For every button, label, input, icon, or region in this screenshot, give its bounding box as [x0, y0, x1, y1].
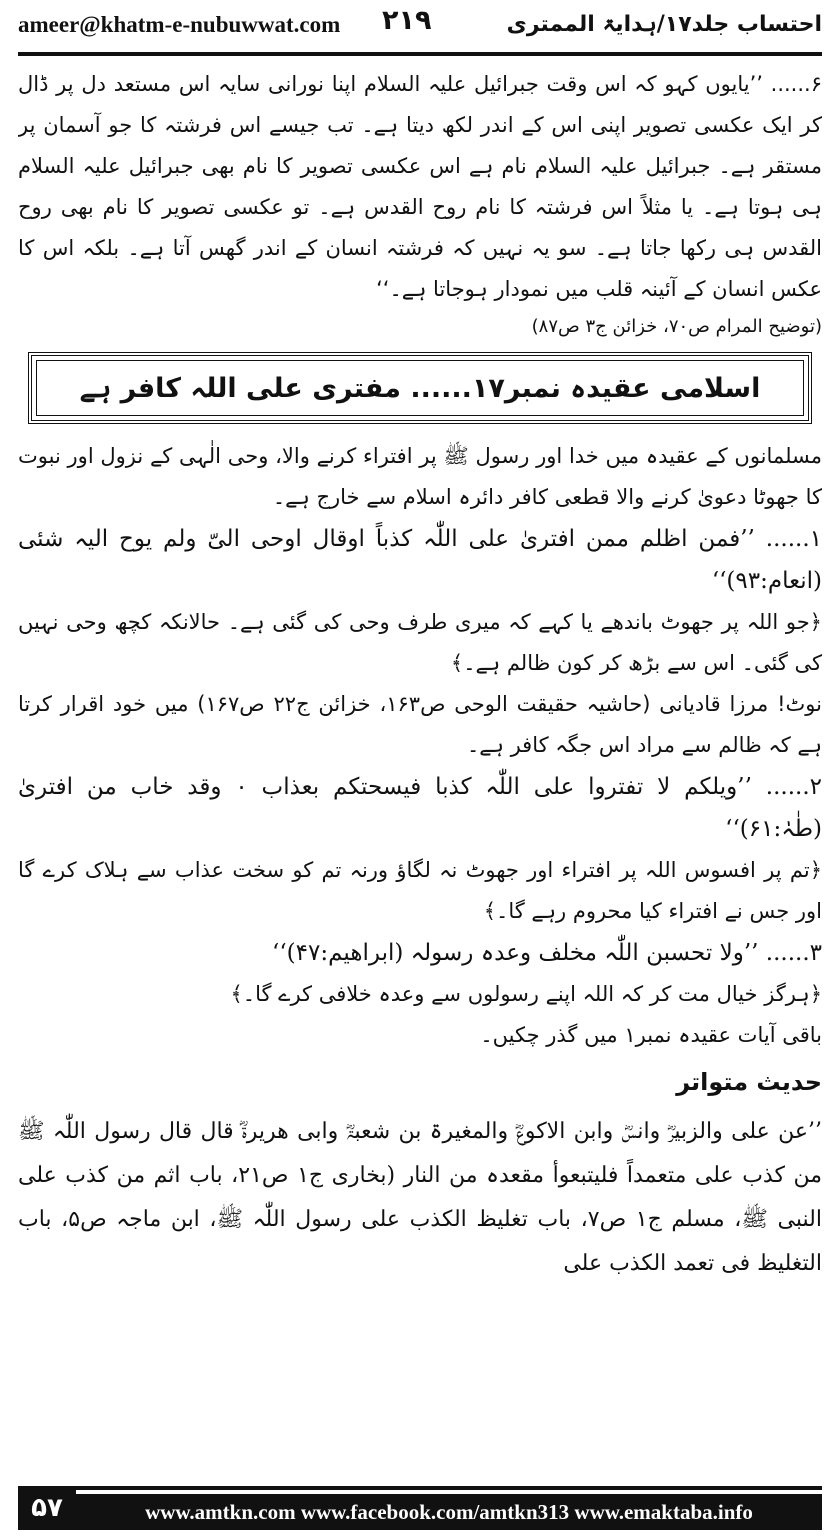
verse-arabic-2: ۲...... ’’ویلکم لا تفتروا علی اللّٰہ کذبا فیسحتکم بعذاب ۰ وقد خاب من افتریٰ (طٰہٰ:۶۱)‘‘ — [18, 774, 822, 842]
header-email: ameer@khatm-e-nubuwwat.com — [18, 12, 341, 37]
remaining-note: باقی آیات عقیدہ نمبر۱ میں گذر چکیں۔ — [480, 1023, 822, 1047]
verse-arabic-3: ۳...... ’’ولا تحسبن اللّٰہ مخلف وعدہ رسولہ (ابراھیم:۴۷)‘‘ — [272, 940, 822, 966]
passage-reference: (توضیح المرام ص۷۰، خزائن ج۳ ص۸۷) — [531, 316, 822, 337]
verse-arabic-1: ۱...... ’’فمن اظلم ممن افتریٰ علی اللّٰہ کذباً اوقال اوحی الیّ ولم یوح الیہ شئی (انعام:۹۳)‘‘ — [18, 526, 822, 594]
page-header — [0, 0, 840, 52]
footer-divider — [76, 1486, 822, 1490]
footer-page-box: ۵۷ — [18, 1486, 76, 1530]
section-heading: اسلامی عقیدہ نمبر۱۷...... مفتری علی اللہ کافر ہے — [79, 372, 761, 404]
boxed-heading-inner — [36, 360, 804, 416]
verse-translation-1: ﴿جو اللہ پر جھوٹ باندھے یا کہے کہ میری طرف وحی کی گئی ہے۔ حالانکہ کچھ وحی نہیں کی گئی۔ اس سے بڑھ کر کون ظالم ہے۔﴾ — [18, 610, 822, 675]
verse-translation-3: ﴿ہرگز خیال مت کر کہ اللہ اپنے رسولوں سے وعدہ خلافی کرے گا۔﴾ — [230, 982, 822, 1006]
page-content — [18, 64, 822, 1454]
header-page-number: ۲۱۹ — [382, 5, 432, 36]
header-divider — [18, 52, 822, 56]
hadith-subheading: حدیث متواتر — [676, 1068, 822, 1096]
verse-translation-2: ﴿تم پر افسوس اللہ پر افتراء اور جھوٹ نہ لگاؤ ورنہ تم کو سخت عذاب سے ہلاک کرے گا اور جس نے افتراء کیا محروم رہے گا۔﴾ — [18, 858, 822, 923]
page-footer — [0, 1484, 840, 1534]
boxed-heading — [28, 352, 812, 424]
intro-paragraph: مسلمانوں کے عقیدہ میں خدا اور رسول ﷺ پر افتراء کرنے والا، وحی الٰہی کے نزول اور نبوت کا جھوٹا دعویٰ کرنے والا قطعی کافر دائرہ اسلام سے خارج ہے۔ — [18, 444, 822, 509]
hadith-text: ’’عن علی والزبیرؓ وانسؓ وابن الاکوعؓ والمغیرۃ بن شعبۃؓ وابی ھریرۃؓ قال قال رسول اللّٰہ ﷺ من کذب علی متعمداً فلیتبعوأ مقعدہ من النار (بخاری ج۱ ص۲۱، باب اثم من کذب علی النبی ﷺ، مسلم ج۱ ص۷، باب تغلیظ الکذب علی رسول اللّٰہ ﷺ، ابن ماجہ ص۵، باب التغلیظ فی تعمد الکذب علی — [18, 1119, 822, 1276]
note-paragraph: نوٹ! مرزا قادیانی (حاشیہ حقیقت الوحی ص۱۶۳، خزائن ج۲۲ ص۱۶۷) میں خود اقرار کرتا ہے کہ ظالم سے مراد اس جگہ کافر ہے۔ — [18, 692, 822, 757]
footer-links: www.amtkn.com www.facebook.com/amtkn313 www.emaktaba.info — [76, 1494, 822, 1530]
quoted-passage: ۶...... ’’یایوں کہو کہ اس وقت جبرائیل علیہ السلام اپنا نورانی سایہ اس مستعد دل پر ڈال کر ایک عکسی تصویر اپنی اس کے اندر لکھ دیتا ہے۔ تب جیسے اس فرشتہ کا جو آسمان پر مستقر ہے۔ جبرائیل علیہ السلام نام ہے اس عکسی تصویر کا نام بھی جبرائیل علیہ السلام ہی ہوتا ہے۔ یا مثلاً اس فرشتہ کا نام روح القدس ہے۔ تو عکسی تصویر کا نام بھی روح القدس ہی رکھا جاتا ہے۔ سو یہ نہیں کہ فرشتہ انسان کے اندر گھس آتا ہے۔ بلکہ اس کا عکس انسان کے آئینہ قلب میں نمودار ہوجاتا ہے۔‘‘ — [18, 72, 822, 301]
header-book-title: احتساب جلد۱۷/ہدایۃ الممتری — [506, 12, 822, 37]
